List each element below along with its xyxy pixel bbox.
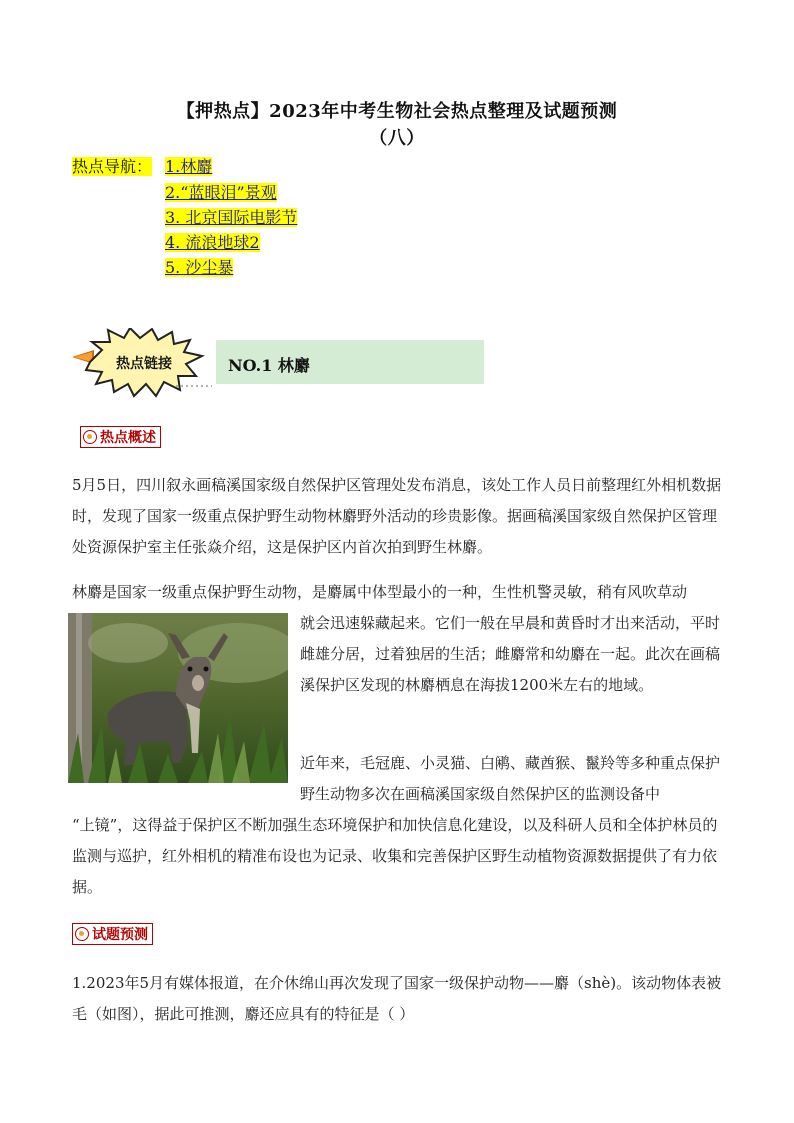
musk-deer-photo xyxy=(68,613,288,783)
hotspot-badge xyxy=(72,328,212,398)
section-header xyxy=(216,340,484,384)
paragraph-2-line1: 林麝是国家一级重点保护野生动物，是麝属中体型最小的一种，生性机警灵敏，稍有风吹草动 xyxy=(72,583,688,601)
seal-icon xyxy=(83,430,97,444)
nav-link-2[interactable]: 2.“蓝眼泪”景观 xyxy=(165,183,277,202)
nav-link-4[interactable]: 4. 流浪地球2 xyxy=(165,233,260,252)
seal-icon xyxy=(75,927,89,941)
nav-label: 热点导航： xyxy=(72,157,153,176)
page-subtitle: （八） xyxy=(369,128,425,149)
paragraph-3-start: 近年来，毛冠鹿、小灵猫、白鹇、藏酋猴、鬣羚等多种重点保护野生动物多次在画稿溪国家级自然保护区的监测设备中 xyxy=(300,754,721,803)
section-title: NO.1 林麝 xyxy=(228,356,310,375)
tag-prediction: 试题预测 xyxy=(72,923,153,945)
paragraph-3-rest: “上镜”，这得益于保护区不断加强生态环境保护和加快信息化建设，以及科研人员和全体护林员的监测与巡护，红外相机的精准布设也为记录、收集和完善保护区野生动植物资源数据提供了有力依据。 xyxy=(72,816,718,896)
paragraph-2-rest: 就会迅速躲藏起来。它们一般在早晨和黄昏时才出来活动，平时雌雄分居，过着独居的生活；雌麝常和幼麝在一起。此次在画稿溪保护区发现的林麝栖息在海拔1200米左右的地域。 xyxy=(300,614,721,694)
question-1: 1.2023年5月有媒体报道，在介休绵山再次发现了国家一级保护动物——麝（shè)。该动物体表被毛（如图），据此可推测，麝还应具有的特征是（ ） xyxy=(72,974,722,1023)
nav-link-1[interactable]: 1.林麝 xyxy=(165,157,213,176)
nav-link-3[interactable]: 3. 北京国际电影节 xyxy=(165,208,298,227)
tag-overview: 热点概述 xyxy=(80,426,161,448)
page-title: 【押热点】2023年中考生物社会热点整理及试题预测 xyxy=(176,101,618,122)
svg-text:热点链接: 热点链接 xyxy=(116,356,172,372)
paragraph-1: 5月5日，四川叙永画稿溪国家级自然保护区管理处发布消息，该处工作人员日前整理红外相机数据时，发现了国家一级重点保护野生动物林麝野外活动的珍贵影像。据画稿溪国家级自然保护区管理处资源保护室主任张焱介绍，这是保护区内首次拍到野生林麝。 xyxy=(72,476,722,556)
nav-link-5[interactable]: 5. 沙尘暴 xyxy=(165,258,234,277)
